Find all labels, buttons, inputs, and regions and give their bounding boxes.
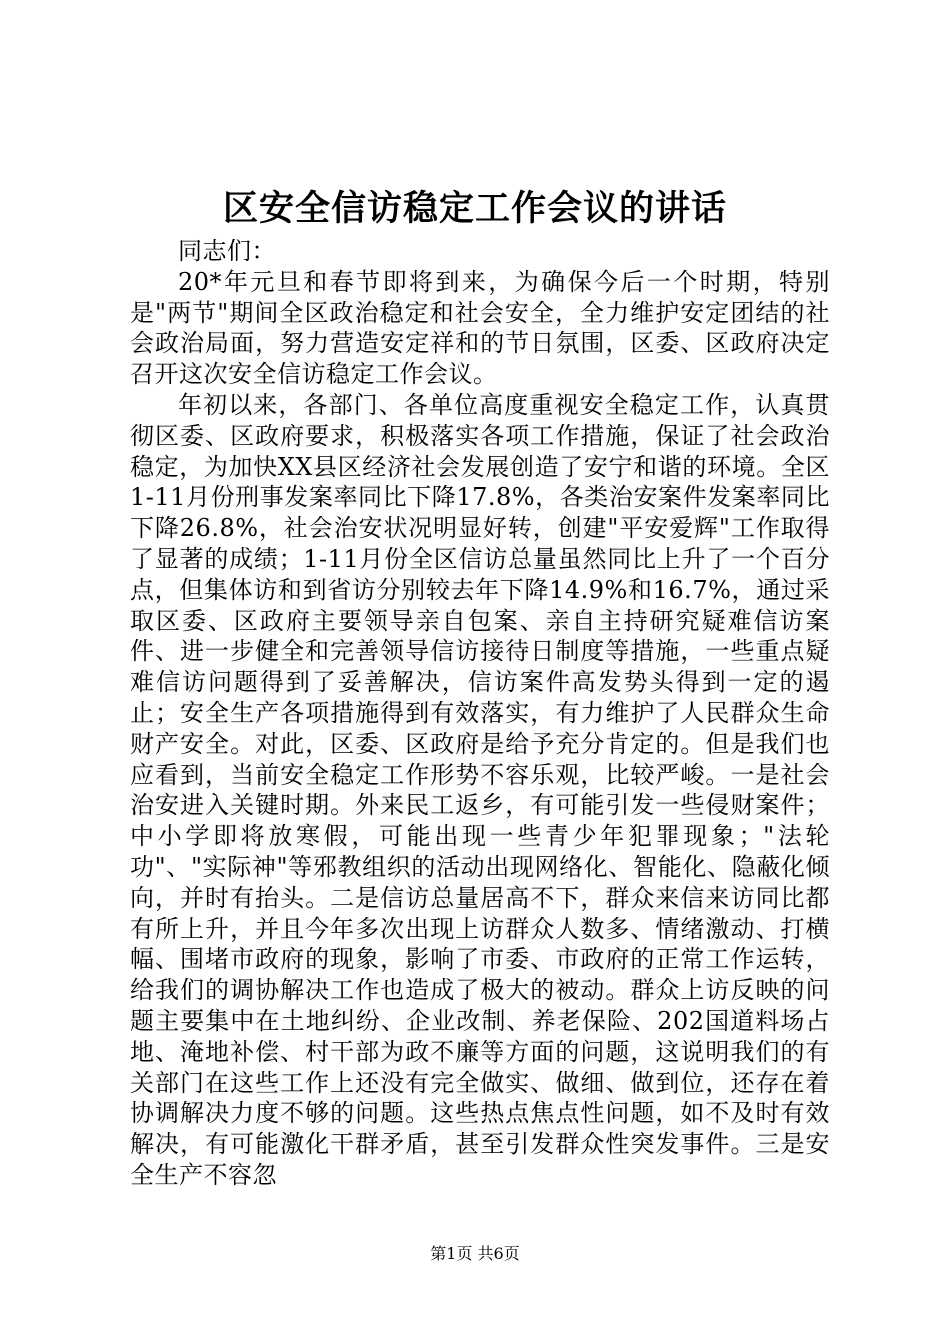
salutation: 同志们： xyxy=(178,237,276,265)
document-body xyxy=(130,236,830,1191)
page-footer: 第1页 共6页 xyxy=(430,1244,520,1263)
paragraph-2: 年初以来，各部门、各单位高度重视安全稳定工作，认真贯彻区委、区政府要求，积极落实各项工作措施，保证了社会政治稳定，为加快XX县区经济社会发展创造了安宁和谐的环境。全区1-11月份刑事发案率同比下降17.8%，各类治安案件发案率同比下降26.8%，社会治安状况明显好转，创建"平安爱辉"工作取得了显著的成绩；1-11月份全区信访总量虽然同比上升了一个百分点，但集体访和到省访分别较去年下降14.9%和16.7%，通过采取区委、区政府主要领导亲自包案、亲自主持研究疑难信访案件、进一步健全和完善领导信访接待日制度等措施，一些重点疑难信访问题得到了妥善解决，信访案件高发势头得到一定的遏止；安全生产各项措施得到有效落实，有力维护了人民群众生命财产安全。对此，区委、区政府是给予充分肯定的。但是我们也应看到，当前安全稳定工作形势不容乐观，比较严峻。一是社会治安进入关键时期。外来民工返乡，有可能引发一些侵财案件；中小学即将放寒假，可能出现一些青少年犯罪现象；"法轮功"、"实际神"等邪教组织的活动出现网络化、智能化、隐蔽化倾向，并时有抬头。二是信访总量居高不下，群众来信来访同比都有所上升，并且今年多次出现上访群众人数多、情绪激动、打横幅、围堵市政府的现象，影响了市委、市政府的正常工作运转，给我们的调协解决工作也造成了极大的被动。群众上访反映的问题主要集中在土地纠纷、企业改制、养老保险、202国道料场占地、淹地补偿、村干部为政不廉等方面的问题，这说明我们的有关部门在这些工作上还没有完全做实、做细、做到位，还存在着协调解决力度不够的问题。这些热点焦点性问题，如不及时有效解决，有可能激化干群矛盾，甚至引发群众性突发事件。三是安全生产不容忽 xyxy=(130,390,830,1189)
document-title: 区安全信访稳定工作会议的讲话 xyxy=(222,188,727,229)
paragraph-1: 20*年元旦和春节即将到来，为确保今后一个时期，特别是"两节"期间全区政治稳定和社会安全，全力维护安定团结的社会政治局面，努力营造安定祥和的节日氛围，区委、区政府决定召开这次安全信访稳定工作会议。 xyxy=(130,267,830,389)
